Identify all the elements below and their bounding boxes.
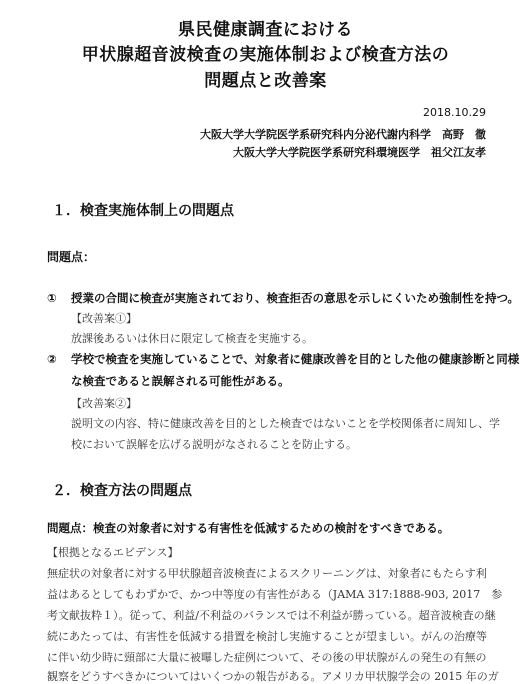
document-title-line-1: 県民健康調査における	[178, 20, 353, 40]
evidence-label: 【根拠となるエビデンス】	[47, 546, 179, 559]
proposal-2-text-line-1: 説明文の内容、特に健康改善を目的とした検査ではないことを学校関係者に周知し、学	[71, 417, 500, 430]
item-number-1: ①	[47, 291, 57, 305]
evidence-paragraph-line-5: に伴い幼少時に頸部に大量に被曝した症例について、その後の甲状腺がんの発生の有無の	[47, 651, 487, 664]
evidence-paragraph-line-2: 益はあるとしてもわずかで、かつ中等度の有害性がある（JAMA 317:1888-903, 2017 参	[47, 588, 503, 601]
evidence-paragraph-line-4: 続にあたっては、有害性を低減する措置を検討し実施することが望ましい。がんの治療等	[47, 630, 487, 643]
section-1-heading: １．検査実施体制上の問題点	[52, 203, 234, 219]
proposal-1-label: 【改善案①】	[71, 312, 137, 325]
problem-item-2-text-line-2: な検査であると誤解される可能性がある。	[71, 374, 290, 388]
problem-item-1	[47, 290, 519, 306]
section-1-problem-label: 問題点：	[47, 250, 96, 264]
section-2-problem: 問題点：検査の対象者に対する有害性を低減するための検討をすべきである。	[47, 521, 450, 535]
evidence-paragraph-line-6: 観察をどうすべきかについてはいくつかの報告がある。アメリカ甲状腺学会の 2015 年のガ	[47, 670, 499, 683]
proposal-2-label: 【改善案②】	[71, 397, 137, 410]
author-affiliation-1: 大阪大学大学院医学系研究科内分泌代謝内科学 高野 徹	[200, 128, 486, 141]
proposal-2-text-line-2: 校において誤解を広げる説明がなされることを防止する。	[71, 438, 357, 451]
proposal-1-text: 放課後あるいは休日に限定して検査を実施する。	[71, 332, 313, 345]
evidence-paragraph-line-3: 考文献抜粋１）。従って、利益/不利益のバランスでは不利益が勝っている。超音波検査の継	[47, 609, 496, 622]
problem-item-2	[47, 351, 519, 367]
author-affiliation-2: 大阪大学大学院医学系研究科環境医学 祖父江友孝	[233, 146, 486, 159]
problem-item-2-text-line-1: 学校で検査を実施していることで、対象者に健康改善を目的とした他の健康診断と同様	[71, 352, 520, 366]
document-date: 2018.10.29	[423, 106, 486, 119]
section-2-heading: ２．検査方法の問題点	[52, 483, 192, 499]
item-number-2: ②	[47, 352, 57, 366]
problem-item-1-text: 授業の合間に検査が実施されており、検査拒否の意思を示しにくいため強制性を持つ。	[71, 291, 520, 305]
document-title-line-2: 甲状腺超音波検査の実施体制および検査方法の	[81, 45, 450, 65]
document-title-line-3: 問題点と改善案	[204, 71, 327, 91]
evidence-paragraph-line-1: 無症状の対象者に対する甲状腺超音波検査によるスクリーニングは、対象者にもたらす利	[47, 567, 487, 580]
